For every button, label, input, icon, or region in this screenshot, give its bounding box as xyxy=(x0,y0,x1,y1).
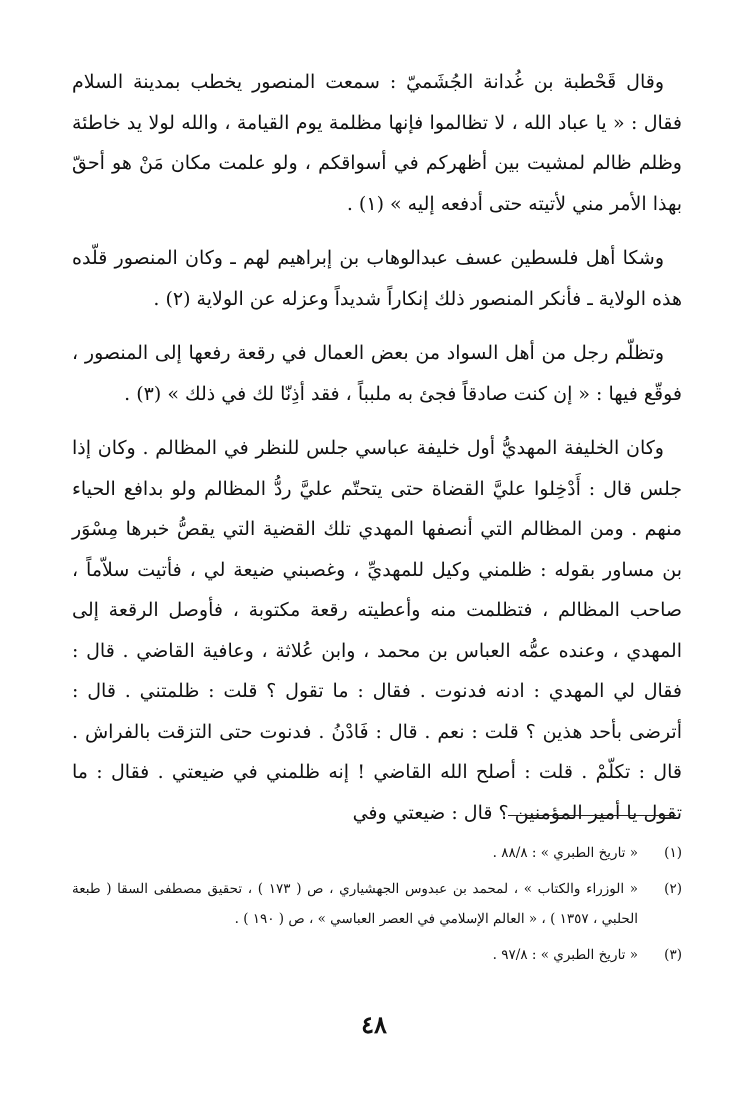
footnote-number: (١) xyxy=(664,845,682,861)
paragraph-4: وكان الخليفة المهديُّ أول خليفة عباسي جلس للنظر في المظالم . وكان إذا جلس قال : أَدْخِلوا عليَّ القضاة حتى يتحتّم عليَّ ردُّ المظالم ولو بدافع الحياء منهم . ومن المظالم التي أنصفها المهدي تلك القضية التي يقصُّ خبرها مِسْوَر بن مساور بقوله : ظلمني وكيل للمهديِّ ، وغصبني ضيعة لي ، فأتيت سلاّماً ، صاحب المظالم ، فتظلمت منه وأعطيته رقعة مكتوبة ، فأوصل الرقعة إلى المهدي ، وعنده عمُّه العباس بن محمد ، وابن عُلاثة ، وعافية القاضي . قال : فقال لي المهدي : ادنه فدنوت . فقال : ما تقول ؟ قلت : ظلمتني . قال : أترضى بأحد هذين ؟ قلت : نعم . قال : فَادْنُ . فدنوت حتى التزقت بالفراش . قال : تكلّمْ . قلت : أصلح الله القاضي ! إنه ظلمني في ضيعتي . فقال : ما تقول يا أمير المؤمنين ؟ قال : ضيعتي وفي xyxy=(72,437,682,824)
footnote-1 xyxy=(72,838,682,868)
footnote-2 xyxy=(72,874,682,934)
footnote-text: « تاريخ الطبري » : ٨٨/٨ . xyxy=(492,845,638,861)
paragraph-1: وقال قَحْطبة بن غُدانة الجُشَميّ : سمعت المنصور يخطب بمدينة السلام فقال : « يا عباد الله ، لا تظالموا فإنها مظلمة يوم القيامة ، والله لولا يد خاطئة وظلم ظالم لمشيت بين أظهركم في أسواقكم ، ولو علمت مكان مَنْ هو أحقّ بهذا الأمر مني لأتيته حتى أدفعه إليه » (١) . xyxy=(72,71,682,215)
footnote-3 xyxy=(72,940,682,970)
paragraph-2: وشكا أهل فلسطين عسف عبدالوهاب بن إبراهيم لهم ـ وكان المنصور قلّده هذه الولاية ـ فأنكر المنصور ذلك إنكاراً شديداً وعزله عن الولاية (٢) . xyxy=(72,247,682,310)
footnote-text: « تاريخ الطبري » : ٩٧/٨ . xyxy=(492,947,638,963)
page-number: ٤٨ xyxy=(361,1010,387,1039)
paragraph-3: وتظلّم رجل من أهل السواد من بعض العمال في رقعة رفعها إلى المنصور ، فوقّع فيها : « إن كنت صادقاً فجئ به ملبباً ، فقد أذِنّا لك في ذلك » (٣) . xyxy=(72,342,682,405)
main-text xyxy=(72,62,682,847)
footnote-separator xyxy=(508,815,676,816)
footnote-text: « الوزراء والكتاب » ، لمحمد بن عبدوس الجهشياري ، ص ( ١٧٣ ) ، تحقيق مصطفى السقا ( طبعة الحلبي ، ١٣٥٧ ) ، « العالم الإسلامي في العصر العباسي » ، ص ( ١٩٠ ) . xyxy=(72,881,638,927)
footnotes xyxy=(72,838,682,976)
footnote-number: (٢) xyxy=(664,881,682,897)
footnote-number: (٣) xyxy=(664,947,682,963)
